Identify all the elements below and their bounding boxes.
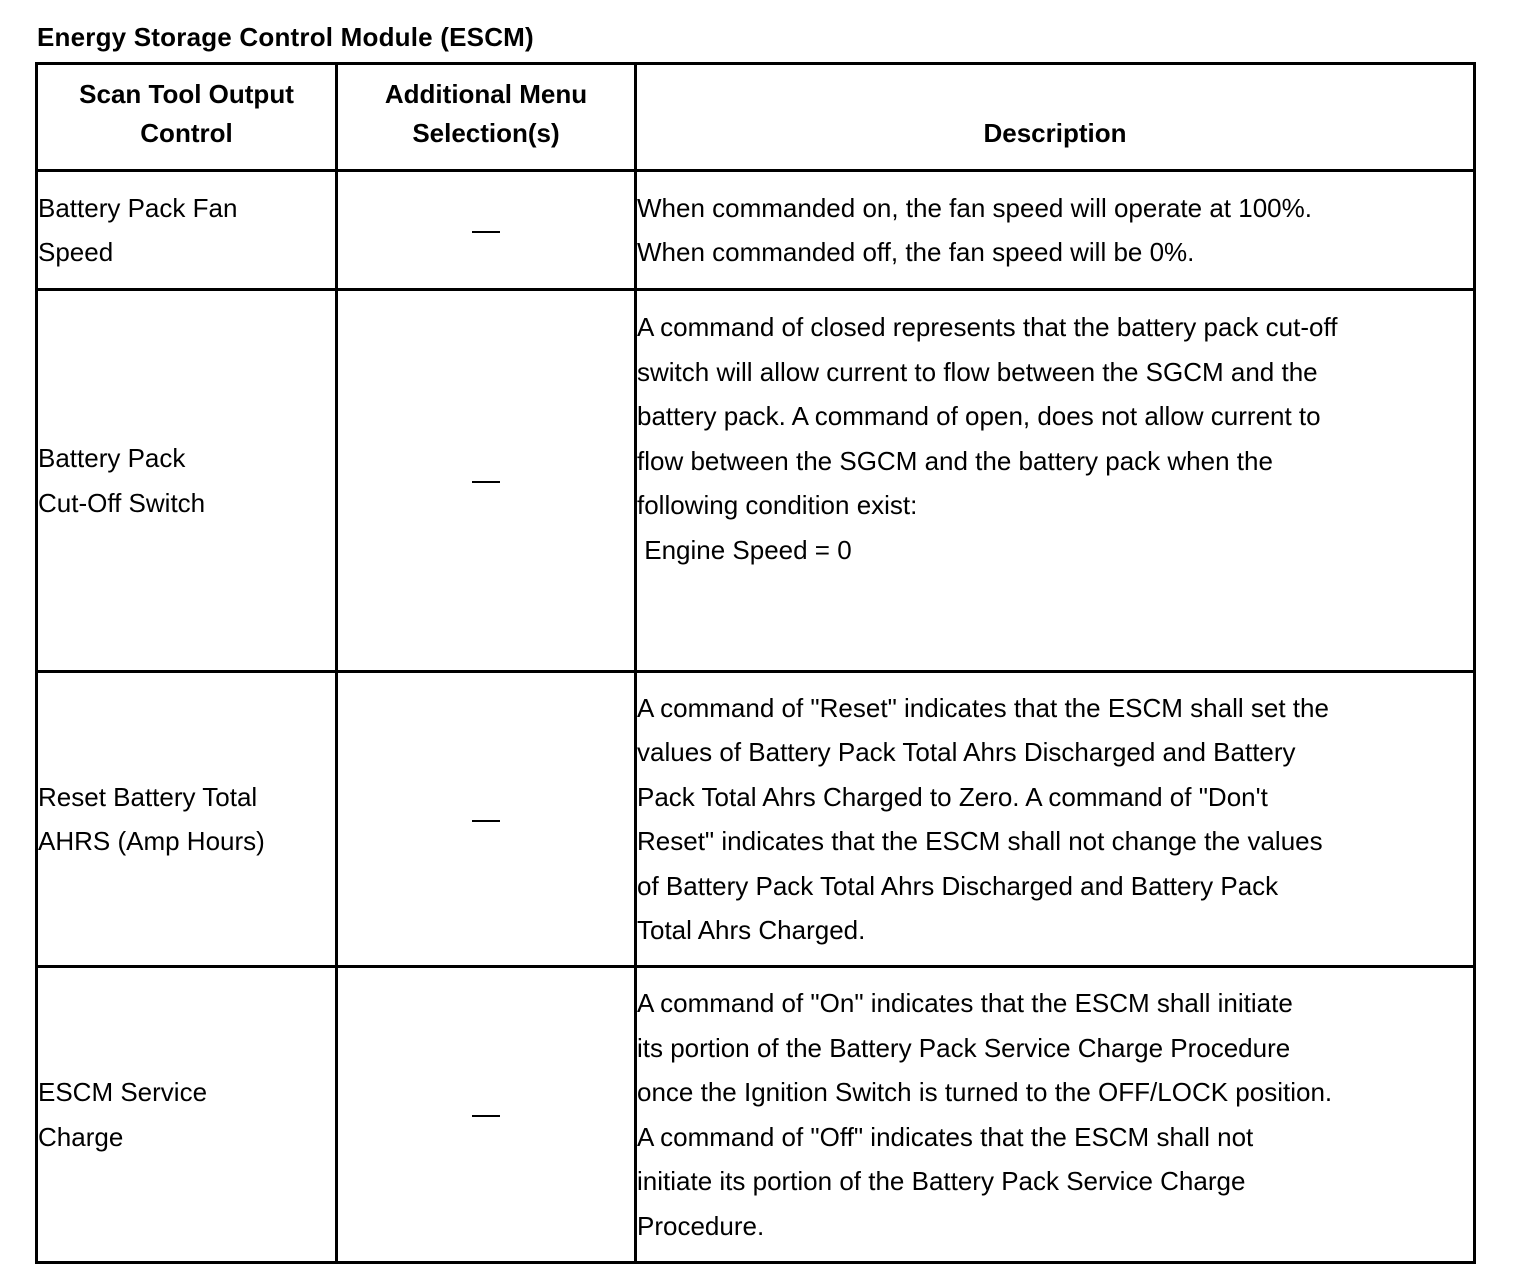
table-row [37, 967, 1475, 1263]
selection-cell [337, 171, 636, 290]
description-cell: A command of "Reset" indicates that the ESCM shall set the values of Battery Pack Total Ahrs Discharged and Battery Pack Total Ahrs Charged to Zero. A command of "Don't Reset" indicates that the ESCM shall not change the values of Battery Pack Total Ahrs Discharged and Battery Pack Total Ahrs Charged. [636, 672, 1475, 967]
description-cell: A command of closed represents that the battery pack cut-off switch will allow current to flow between the SGCM and the battery pack. A command of open, does not allow current to flow between the SGCM and the battery pack when the following condition exist: Engine Speed = 0 [636, 290, 1475, 672]
em-dash-mark [472, 1115, 500, 1117]
selection-cell [337, 672, 636, 967]
description-cell: A command of "On" indicates that the ESCM shall initiate its portion of the Battery Pack Service Charge Procedure once the Ignition Switch is turned to the OFF/LOCK position. A command of "Off" indicates that the ESCM shall not initiate its portion of the Battery Pack Service Charge Procedure. [636, 967, 1475, 1263]
output-control-table [35, 62, 1476, 1264]
table-row [37, 672, 1475, 967]
header-scan-tool-output-control: Scan Tool Output Control [37, 64, 337, 171]
header-description: Description [636, 64, 1475, 171]
table-row [37, 290, 1475, 672]
em-dash-mark [472, 820, 500, 822]
selection-cell [337, 290, 636, 672]
table-header-row [37, 64, 1475, 171]
header-additional-menu-selections: Additional Menu Selection(s) [337, 64, 636, 171]
em-dash-mark [472, 231, 500, 233]
control-cell: Reset Battery Total AHRS (Amp Hours) [37, 672, 337, 967]
control-cell: ESCM Service Charge [37, 967, 337, 1263]
table-row [37, 171, 1475, 290]
control-cell: Battery Pack Cut-Off Switch [37, 290, 337, 672]
control-cell: Battery Pack Fan Speed [37, 171, 337, 290]
selection-cell [337, 967, 636, 1263]
page-title: Energy Storage Control Module (ESCM) [37, 22, 534, 52]
description-cell: When commanded on, the fan speed will operate at 100%. When commanded off, the fan speed will be 0%. [636, 171, 1475, 290]
em-dash-mark [472, 481, 500, 483]
